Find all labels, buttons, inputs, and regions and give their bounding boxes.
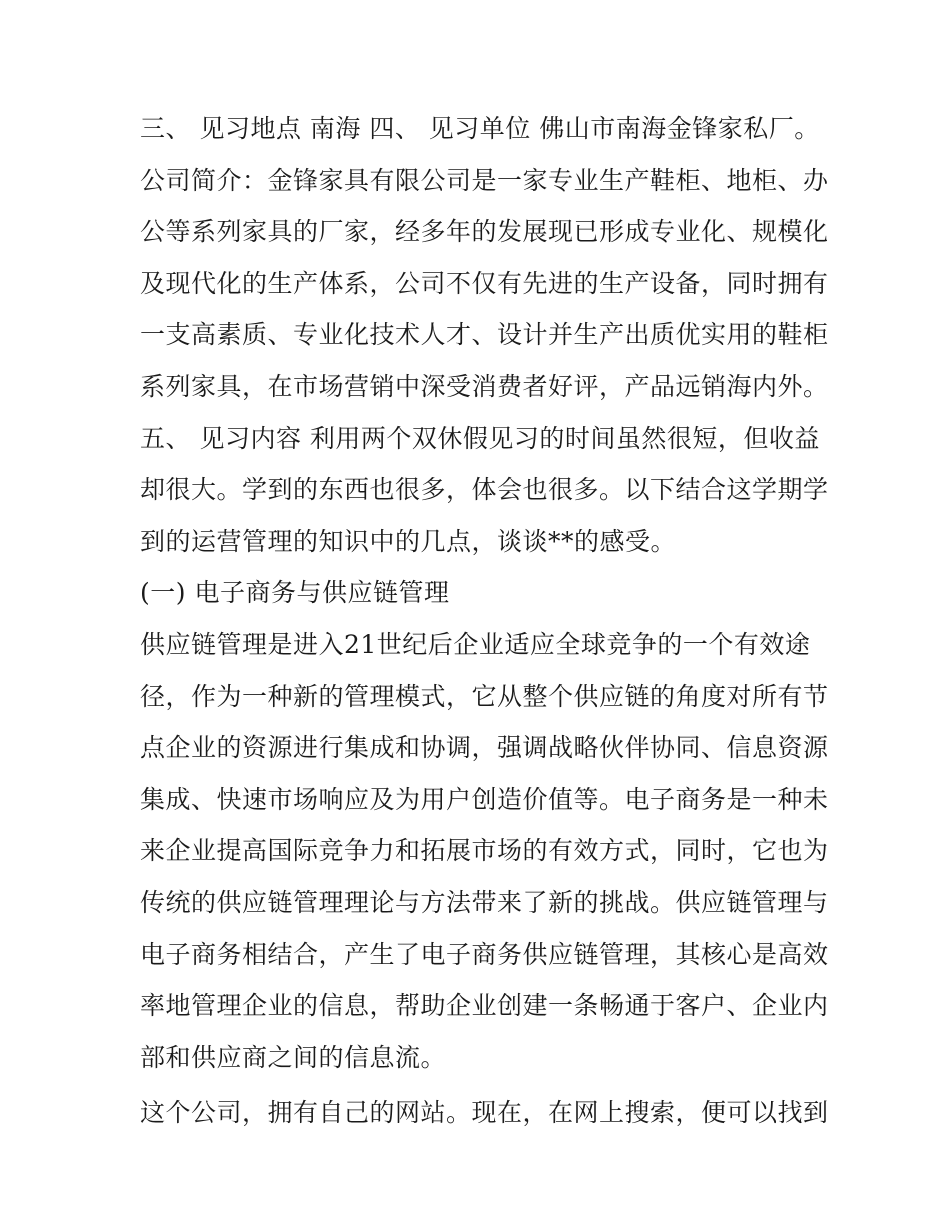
text-line: 三、 见习地点 南海 四、 见习单位 佛山市南海金锋家私厂。 (140, 114, 820, 143)
text-line: 及现代化的生产体系，公司不仅有先进的生产设备，同时拥有 (140, 268, 829, 298)
text-line: 供应链管理是进入21世纪后企业适应全球竞争的一个有效途 (140, 629, 811, 659)
text-line: 来企业提高国际竞争力和拓展市场的有效方式，同时，它也为 (140, 836, 829, 866)
text-line: 公司简介：金锋家具有限公司是一家专业生产鞋柜、地柜、办 (140, 165, 829, 195)
text-line: 径，作为一种新的管理模式，它从整个供应链的角度对所有节 (140, 681, 829, 711)
text-line: 电子商务相结合，产生了电子商务供应链管理，其核心是高效 (140, 939, 829, 969)
text-line: 一支高素质、专业化技术人才、设计并生产出质优实用的鞋柜 (140, 320, 829, 350)
document-body (140, 103, 829, 1139)
text-line: 传统的供应链管理理论与方法带来了新的挑战。供应链管理与 (140, 887, 829, 917)
text-line: 到的运营管理的知识中的几点，谈谈**的感受。 (140, 526, 677, 556)
text-line: 系列家具，在市场营销中深受消费者好评，产品远销海内外。 (140, 371, 829, 401)
text-line: 却很大。学到的东西也很多，体会也很多。以下结合这学期学 (140, 475, 829, 505)
text-line: 点企业的资源进行集成和协调，强调战略伙伴协同、信息资源 (140, 733, 829, 763)
text-line: 公等系列家具的厂家，经多年的发展现已形成专业化、规模化 (140, 217, 829, 247)
section-heading: (一) 电子商务与供应链管理 (140, 578, 450, 608)
text-line: 部和供应商之间的信息流。 (140, 1042, 447, 1072)
text-line: 这个公司，拥有自己的网站。现在，在网上搜索，便可以找到 (140, 1098, 829, 1128)
text-line: 五、 见习内容 利用两个双休假见习的时间虽然很短，但收益 (140, 423, 820, 453)
text-line: 集成、快速市场响应及为用户创造价值等。电子商务是一种未 (140, 784, 829, 814)
text-line: 率地管理企业的信息，帮助企业创建一条畅通于客户、企业内 (140, 991, 829, 1021)
